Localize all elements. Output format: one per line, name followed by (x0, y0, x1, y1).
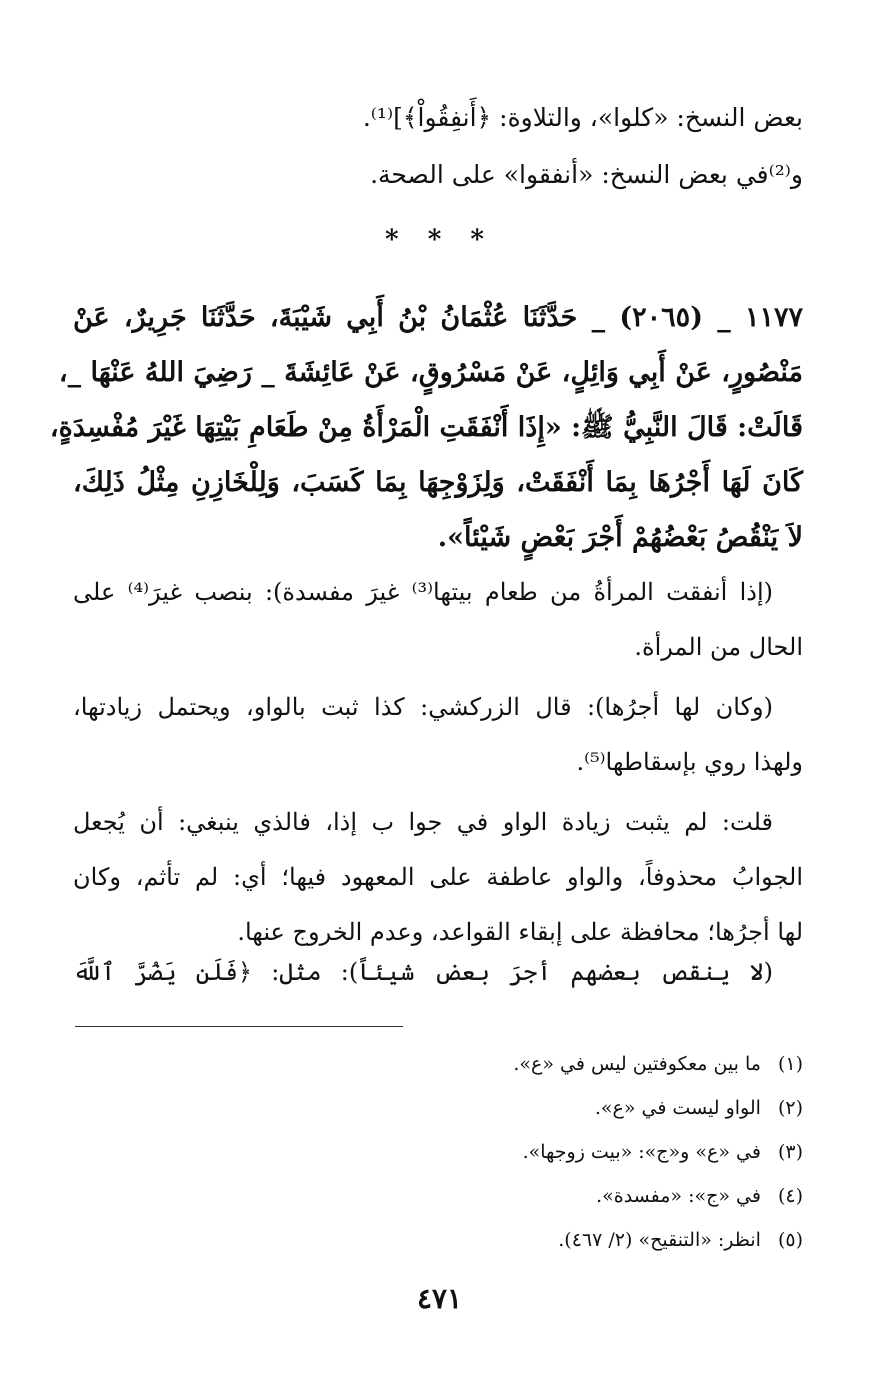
hadith-line: مَنْصُورٍ، عَنْ أَبِي وَائِلٍ، عَنْ مَسْرُوقٍ، عَنْ عَائِشَةَ _ رَضِيَ اللهُ عَنْهَا _، (58, 357, 803, 388)
footnote-text: في «ج»: «مفسدة». (596, 1185, 761, 1207)
footnote-item (103, 1130, 803, 1174)
paragraph-line: الجوابُ محذوفاً، والواو عاطفة على المعهود فيها؛ أي: لم تأثم، وكان (73, 863, 803, 891)
footnote-number: (٣) (777, 1141, 803, 1163)
footnote-text: الواو ليست في «ع». (594, 1097, 761, 1119)
footnote-divider (75, 1026, 403, 1027)
commentary-paragraph-1 (73, 565, 803, 675)
footnote-number: (١) (777, 1053, 803, 1075)
paragraph-line: (إذا أنفقت المرأةُ من طعام بيتها⁽³⁾ غيرَ مفسدة): بنصب غيرَ⁽⁴⁾ على (73, 578, 774, 606)
footnote-text: ما بين معكوفتين ليس في «ع». (513, 1053, 761, 1075)
hadith-text (49, 290, 804, 565)
footnote-number: (٢) (777, 1097, 803, 1119)
hadith-line: قَالَتْ: قَالَ النَّبِيُّ ﷺ: «إِذَا أَنْفَقَتِ الْمَرْأَةُ مِنْ طَعَامِ بَيْتِهَا غَيْرَ مُفْسِدَةٍ، (49, 412, 803, 443)
footnote-number: (٤) (777, 1185, 803, 1207)
hadith-line: كَانَ لَهَا أَجْرُهَا بِمَا أَنْفَقَتْ، وَلِزَوْجِهَا بِمَا كَسَبَ، وَلِلْخَازِنِ مِثْلُ ذَلِكَ، (73, 467, 803, 498)
commentary-paragraph-2 (73, 680, 803, 790)
paragraph-line: ولهذا روي بإسقاطها⁽⁵⁾. (576, 748, 803, 776)
hadith-line: ١١٧٧ _ (٢٠٦٥) _ حَدَّثَنَا عُثْمَانُ بْنُ أَبِي شَيْبَةَ، حَدَّثَنَا جَرِيرٌ، عَنْ (73, 302, 804, 333)
paragraph-line: (لا ينقص بعضهم أجرَ بعض شيئاً): مثل: ﴿فَلَن يَضُرَّ ٱللَّهَ (73, 958, 773, 986)
continuation-line-2: و⁽²⁾في بعض النسخ: «أنفقوا» على الصحة. (370, 160, 803, 189)
footnote-text: انظر: «التنقيح» (٢/ ٤٦٧). (558, 1229, 761, 1251)
page-number: ٤٧١ (416, 1282, 463, 1315)
footnote-item (103, 1042, 803, 1086)
continuation-line-1: بعض النسخ: «كلوا»، والتلاوة: ﴿أَنفِقُواْ﴾]⁽¹⁾. (362, 103, 803, 132)
footnote-text: في «ع» و«ج»: «بيت زوجها». (522, 1141, 761, 1163)
footnote-number: (٥) (777, 1229, 803, 1251)
commentary-paragraph-4 (73, 945, 803, 1000)
footnote-item (103, 1174, 803, 1218)
paragraph-line: قلت: لم يثبت زيادة الواو في جوا ب إذا، فالذي ينبغي: أن يُجعل (73, 808, 773, 836)
section-separator: * * * (385, 225, 494, 255)
paragraph-line: لها أجرُها؛ محافظة على إبقاء القواعد، وعدم الخروج عنها. (237, 918, 803, 946)
paragraph-line: الحال من المرأة. (634, 633, 803, 661)
footnote-item (103, 1218, 803, 1262)
paragraph-line: (وكان لها أجرُها): قال الزركشي: كذا ثبت بالواو، ويحتمل زيادتها، (73, 693, 773, 721)
footnotes (103, 1042, 803, 1262)
footnote-item (103, 1086, 803, 1130)
hadith-line: لاَ يَنْقُصُ بَعْضُهُمْ أَجْرَ بَعْضٍ شَيْئاً». (437, 522, 803, 553)
commentary-paragraph-3 (73, 795, 803, 960)
